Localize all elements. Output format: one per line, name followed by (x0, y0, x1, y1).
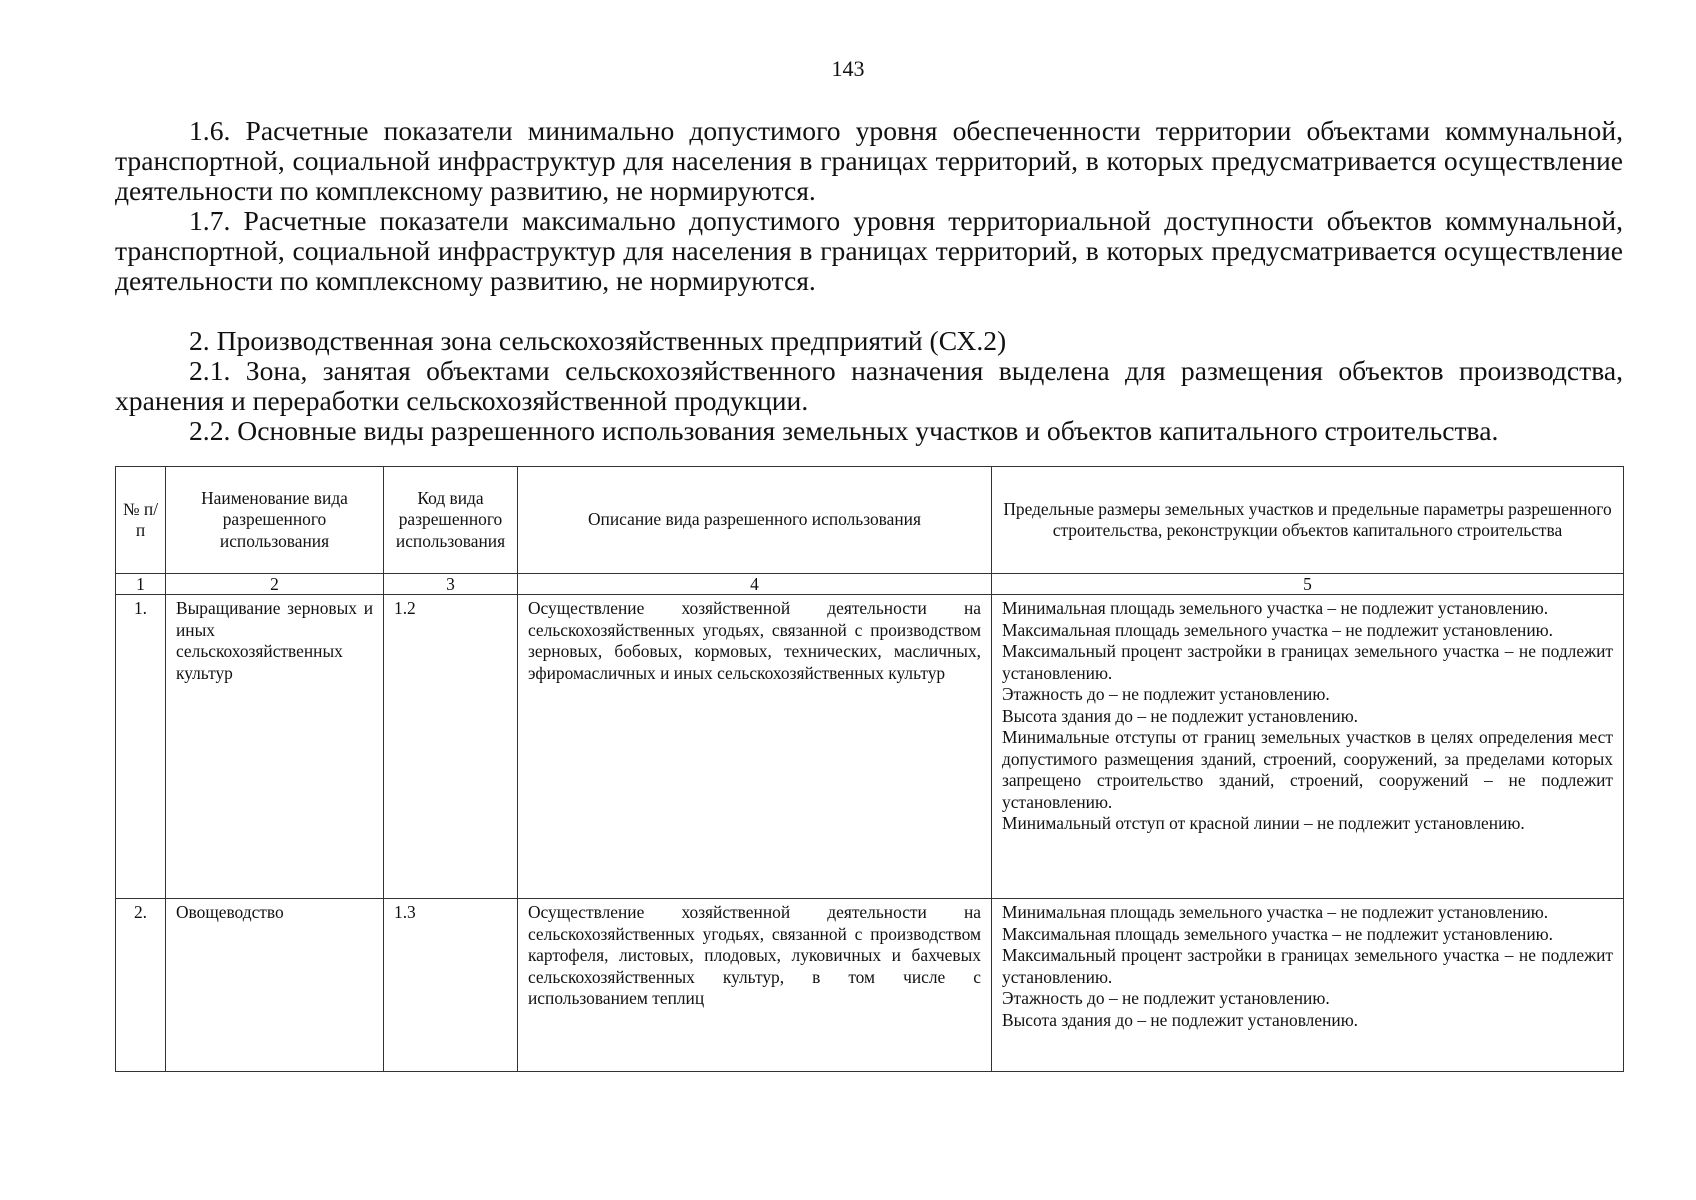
column-number: 2 (166, 574, 384, 595)
parameter-line: Этажность до – не подлежит установлению. (1002, 988, 1330, 1008)
parameter-line: Минимальный отступ от красной линии – не подлежит установлению. (1002, 813, 1525, 833)
paragraph-2-1: 2.1. Зона, занятая объектами сельскохозяйственного назначения выделена для размещения объектов производства, хранения и переработки сельскохозяйственной продукции. (115, 355, 1623, 416)
paragraph-1-7: 1.7. Расчетные показатели максимально допустимого уровня территориальной доступности объектов коммунальной, транспортной, социальной инфраструктур для населения в границах территорий, в которых предусматривается осуществление деятельности по комплексному развитию, не нормируются. (115, 205, 1623, 296)
header-use-name: Наименование вида разрешенного использования (166, 467, 384, 574)
parameter-line: Минимальная площадь земельного участка – не подлежит установлению. (1002, 598, 1549, 618)
parameter-line: Минимальные отступы от границ земельных участков в целях определения мест допустимого размещения зданий, строений, сооружений, за пределами которых запрещено строительство зданий, строений, сооружений – не подлежит установлению. (1002, 727, 1613, 812)
parameter-line: Максимальная площадь земельного участка – не подлежит установлению. (1002, 619, 1553, 640)
body-text (115, 116, 1623, 446)
table-column-number-row (116, 574, 1624, 595)
column-number: 3 (384, 574, 518, 595)
column-number: 1 (116, 574, 166, 595)
paragraph-2-2: 2.2. Основные виды разрешенного использования земельных участков и объектов капитального строительства. (189, 415, 1499, 446)
table-header-row (116, 467, 1624, 574)
header-use-code: Код вида разрешенного использования (384, 467, 518, 574)
column-number: 5 (992, 574, 1624, 595)
use-code: 1.2 (384, 595, 518, 899)
use-description: Осуществление хозяйственной деятельности на сельскохозяйственных угодьях, связанной с производством картофеля, листовых, плодовых, луковичных и бахчевых сельскохозяйственных культур, в том числе с использованием теплиц (518, 899, 992, 1072)
table-row (116, 899, 1624, 1072)
header-use-description: Описание вида разрешенного использования (518, 467, 992, 574)
parameter-line: Высота здания до – не подлежит установлению. (1002, 705, 1359, 726)
parameter-line: Этажность до – не подлежит установлению. (1002, 684, 1330, 704)
table-row (116, 595, 1624, 899)
paragraph-1-6: 1.6. Расчетные показатели минимально допустимого уровня обеспеченности территории объектами коммунальной, транспортной, социальной инфраструктур для населения в границах территорий, в которых предусматривается осуществление деятельности по комплексному развитию, не нормируются. (115, 115, 1623, 206)
limit-parameters (992, 899, 1624, 1072)
section-heading-2: 2. Производственная зона сельскохозяйственных предприятий (СХ.2) (189, 325, 1007, 356)
parameter-line: Максимальный процент застройки в границах земельного участка – не подлежит установлению. (1002, 945, 1613, 987)
parameter-line: Максимальный процент застройки в границах земельного участка – не подлежит установлению. (1002, 641, 1613, 683)
header-number: № п/п (116, 467, 166, 574)
parameter-line: Максимальная площадь земельного участка – не подлежит установлению. (1002, 923, 1553, 944)
limit-parameters (992, 595, 1624, 899)
page-number: 143 (831, 56, 865, 81)
parameter-line: Минимальная площадь земельного участка – не подлежит установлению. (1002, 902, 1549, 922)
use-description: Осуществление хозяйственной деятельности на сельскохозяйственных угодьях, связанной с производством зерновых, бобовых, кормовых, технических, масличных, эфиромасличных и иных сельскохозяйственных культур (518, 595, 992, 899)
parameter-line: Высота здания до – не подлежит установлению. (1002, 1009, 1359, 1030)
use-name: Выращивание зерновых и иных сельскохозяйственных культур (166, 595, 384, 899)
row-number: 1. (116, 595, 166, 899)
row-number: 2. (116, 899, 166, 1072)
use-name: Овощеводство (166, 899, 384, 1072)
permitted-use-table (115, 466, 1624, 1072)
column-number: 4 (518, 574, 992, 595)
use-code: 1.3 (384, 899, 518, 1072)
header-limit-parameters: Предельные размеры земельных участков и предельные параметры разрешенного строительства, реконструкции объектов капитального строительства (992, 467, 1624, 574)
